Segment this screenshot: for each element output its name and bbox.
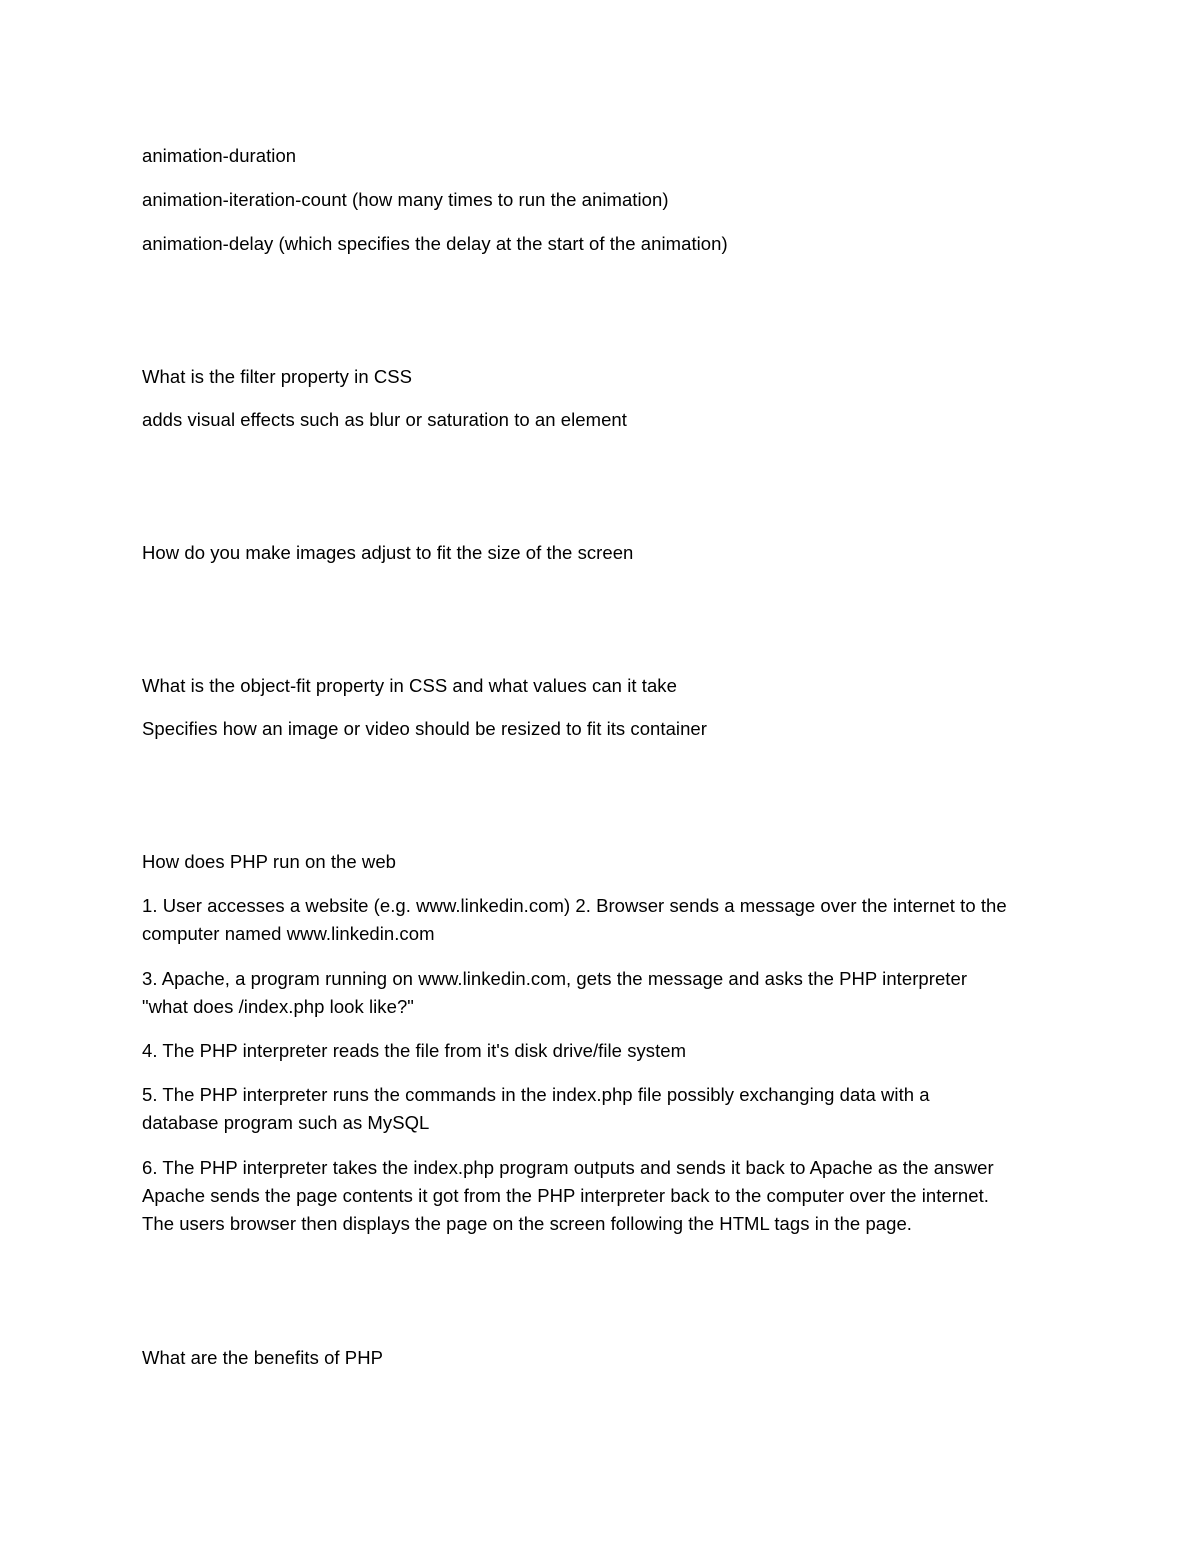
php-step-3-line-1: 3. Apache, a program running on www.linkedin.com, gets the message and asks the PHP interpreter — [142, 968, 968, 989]
php-step-6-line-1: 6. The PHP interpreter takes the index.php program outputs and sends it back to Apache as the answer — [142, 1157, 994, 1178]
question-object-fit: What is the object-fit property in CSS and what values can it take — [142, 675, 677, 696]
php-step-1-2-line-1: 1. User accesses a website (e.g. www.linkedin.com) 2. Browser sends a message over the internet to the — [142, 895, 1007, 916]
php-step-6-line-3: The users browser then displays the page on the screen following the HTML tags in the page. — [142, 1213, 912, 1234]
answer-object-fit: Specifies how an image or video should be resized to fit its container — [142, 718, 707, 739]
php-step-6-line-2: Apache sends the page contents it got from the PHP interpreter back to the computer over the internet. — [142, 1185, 989, 1206]
text-line-animation-iteration-count: animation-iteration-count (how many times to run the animation) — [142, 189, 669, 210]
php-step-3-line-2: "what does /index.php look like?" — [142, 996, 414, 1017]
question-php-web: How does PHP run on the web — [142, 851, 396, 872]
answer-filter-property: adds visual effects such as blur or saturation to an element — [142, 409, 627, 430]
php-step-5-line-1: 5. The PHP interpreter runs the commands in the index.php file possibly exchanging data with a — [142, 1084, 930, 1105]
text-line-animation-duration: animation-duration — [142, 145, 297, 166]
php-step-1-2-line-2: computer named www.linkedin.com — [142, 923, 435, 944]
text-line-animation-delay: animation-delay (which specifies the delay at the start of the animation) — [142, 233, 728, 254]
php-step-4: 4. The PHP interpreter reads the file from it's disk drive/file system — [142, 1040, 687, 1061]
question-php-benefits: What are the benefits of PHP — [142, 1347, 383, 1368]
question-filter-property: What is the filter property in CSS — [142, 366, 413, 387]
php-step-5-line-2: database program such as MySQL — [142, 1112, 430, 1133]
question-images-fit-screen: How do you make images adjust to fit the size of the screen — [142, 542, 634, 563]
